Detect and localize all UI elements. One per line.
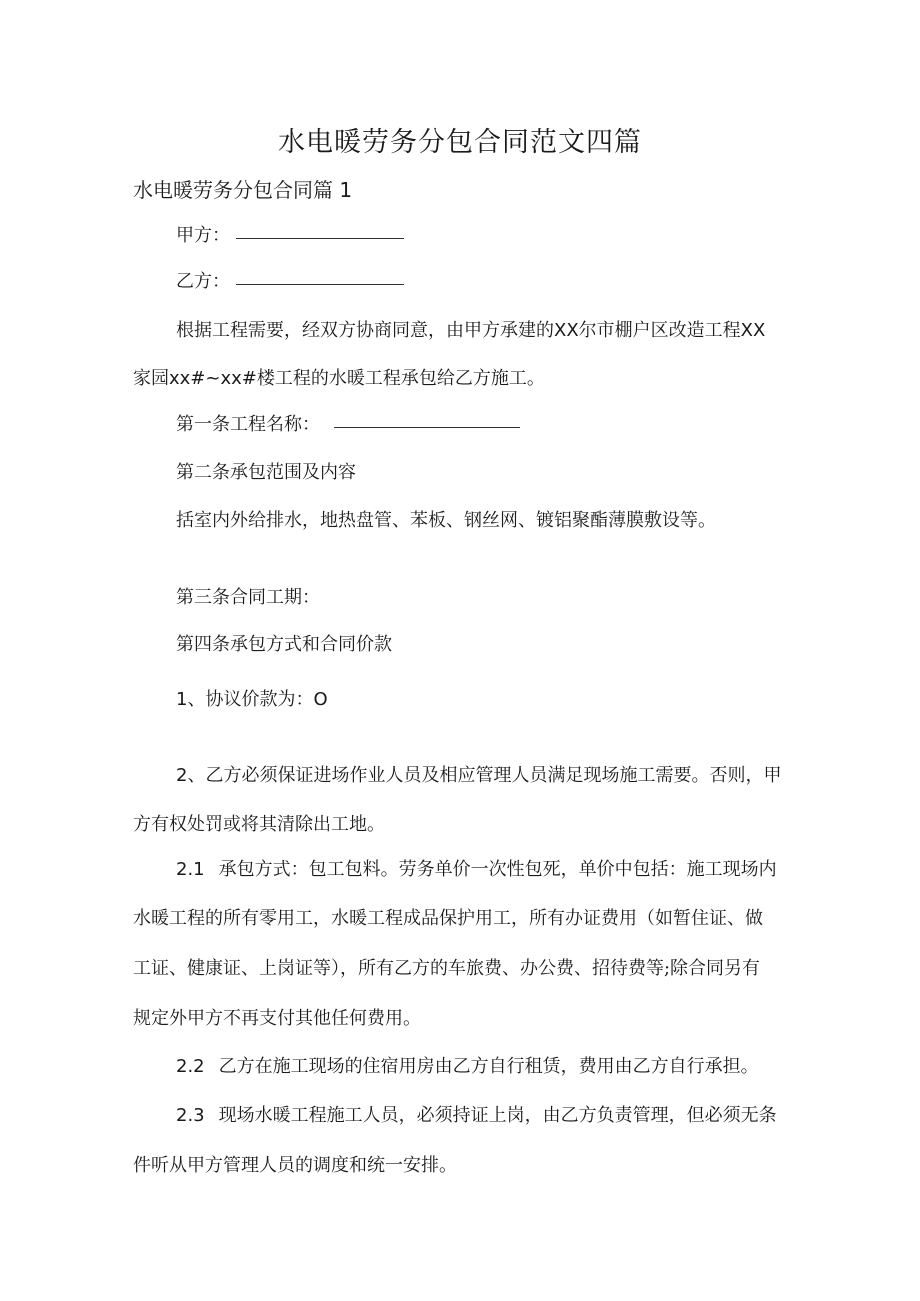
party-a-line <box>176 224 404 248</box>
item-2-line <box>176 764 781 788</box>
paragraph-placeholder: XX <box>554 320 579 341</box>
section-heading-text: 水电暖劳务分包合同篇 <box>133 178 333 202</box>
item-2-line: 方有权处罚或将其清除出工地。 <box>133 814 385 835</box>
article-1-label: 第一条工程名称： <box>176 414 320 435</box>
paragraph-placeholder: XX <box>740 320 766 341</box>
item-number: 2.1 <box>176 859 205 880</box>
party-a-blank <box>236 237 404 239</box>
article-1-line <box>176 413 520 437</box>
item-text: 、乙方必须保证进场作业人员及相应管理人员满足现场施工需要。否则，甲 <box>187 765 782 786</box>
item-number: 2 <box>176 765 188 786</box>
document-title: 水电暖劳务分包合同范文四篇 <box>278 127 642 158</box>
paragraph-placeholder: xx#~xx# <box>169 368 257 389</box>
party-a-label: 甲方： <box>176 225 230 246</box>
item-2-1-line: 工证、健康证、上岗证等），所有乙方的车旅费、办公费、招待费等;除合同另有 <box>133 958 761 979</box>
item-2-3-line <box>176 1104 777 1128</box>
paragraph-text: 家园 <box>133 368 169 389</box>
paragraph-line <box>176 319 765 343</box>
item-text: 承包方式：包工包料。劳务单价一次性包死，单价中包括：施工现场内 <box>218 859 777 880</box>
item-2-3-line: 件听从甲方管理人员的调度和统一安排。 <box>133 1155 457 1176</box>
item-text: 现场水暖工程施工人员，必须持证上岗，由乙方负责管理，但必须无条 <box>218 1105 777 1126</box>
section-heading-number: 1 <box>339 178 353 202</box>
item-2-1-line <box>176 858 777 882</box>
party-b-blank <box>236 283 404 285</box>
item-text: 乙方在施工现场的住宿用房由乙方自行租赁，费用由乙方自行承担。 <box>218 1056 759 1077</box>
item-text: 、协议价款为： <box>187 689 314 710</box>
paragraph-text: 尔市棚户区改造工程 <box>578 320 741 341</box>
article-4-heading: 第四条承包方式和合同价款 <box>176 634 392 655</box>
project-name-blank <box>334 426 520 428</box>
party-b-label: 乙方： <box>176 271 230 292</box>
paragraph-line <box>133 367 545 391</box>
item-value: O <box>313 689 328 710</box>
paragraph-text: 楼工程的水暖工程承包给乙方施工。 <box>256 368 545 389</box>
scope-text: 括室内外给排水，地热盘管、苯板、钢丝网、镀铝聚酯薄膜敷设等。 <box>176 510 716 531</box>
item-2-1-line: 水暖工程的所有零用工，水暖工程成品保护用工，所有办证费用（如暂住证、做 <box>133 908 763 929</box>
party-b-line <box>176 270 404 294</box>
item-number: 2.3 <box>176 1105 205 1126</box>
item-number: 2.2 <box>176 1056 205 1077</box>
item-2-1-line: 规定外甲方不再支付其他任何费用。 <box>133 1008 421 1029</box>
section-heading <box>133 174 352 203</box>
item-1-line <box>176 688 328 712</box>
article-2-heading: 第二条承包范围及内容 <box>176 462 356 483</box>
paragraph-text: 根据工程需要，经双方协商同意，由甲方承建的 <box>176 320 554 341</box>
item-number: 1 <box>176 689 188 710</box>
article-3-heading: 第三条合同工期： <box>176 587 320 608</box>
item-2-2-line <box>176 1055 759 1079</box>
